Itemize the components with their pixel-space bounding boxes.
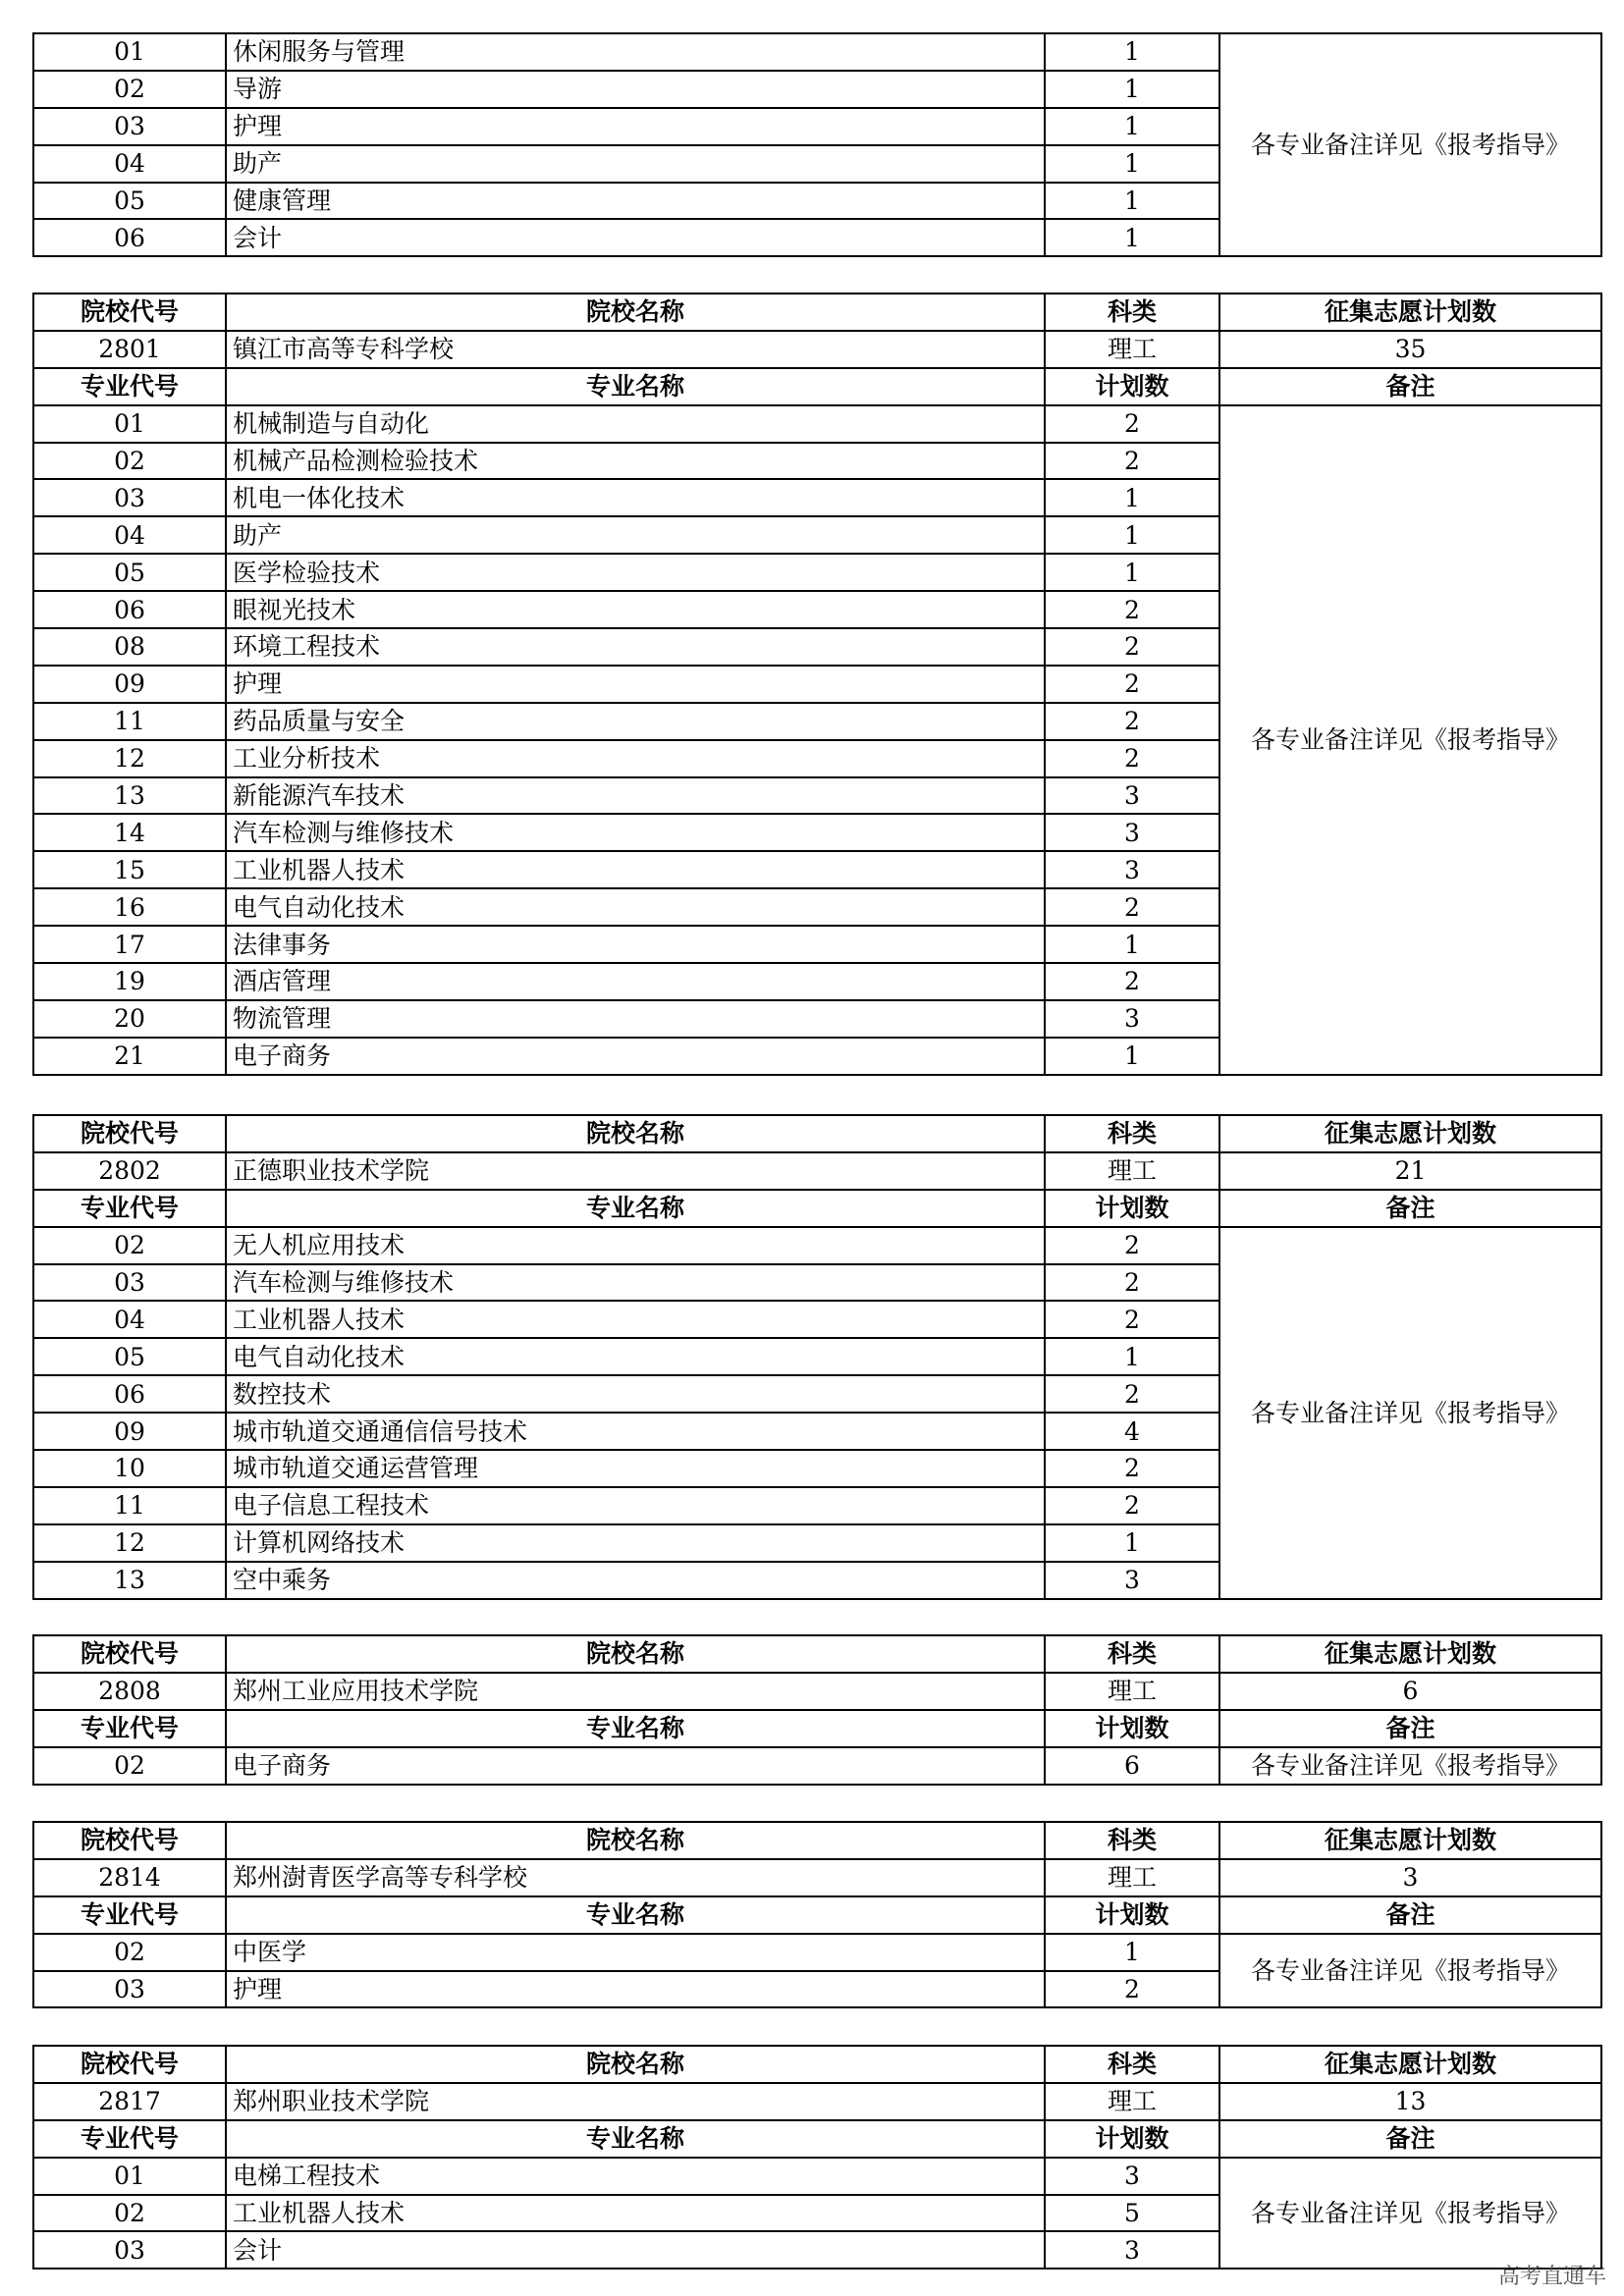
plan-count: 2 [1045,443,1219,480]
continuation-table [32,32,1602,257]
header-plan-total: 征集志愿计划数 [1219,1115,1601,1152]
major-name: 会计 [226,219,1045,256]
plan-count: 2 [1045,666,1219,703]
major-name: 医学检验技术 [226,554,1045,591]
header-major-name: 专业名称 [226,368,1045,405]
header-school-name: 院校名称 [226,1822,1045,1859]
header-school-name: 院校名称 [226,1635,1045,1673]
plan-count: 3 [1045,1562,1219,1599]
school-plan-total: 6 [1219,1673,1601,1710]
plan-count: 1 [1045,479,1219,516]
header-major-name: 专业名称 [226,1896,1045,1934]
major-row [33,1934,1601,1971]
school-code: 2814 [33,1859,226,1896]
header-major-name: 专业名称 [226,2120,1045,2158]
plan-count: 6 [1045,1747,1219,1785]
major-code: 01 [33,2158,226,2195]
plan-count: 1 [1045,145,1219,183]
header-major-name: 专业名称 [226,1710,1045,1747]
major-name: 护理 [226,1971,1045,2008]
major-name: 电气自动化技术 [226,1338,1045,1375]
header-school-code: 院校代号 [33,1115,226,1152]
school-header-row [33,2046,1601,2083]
major-name: 导游 [226,71,1045,108]
plan-count: 2 [1045,1375,1219,1413]
plan-count: 1 [1045,1524,1219,1562]
school-name: 郑州澍青医学高等专科学校 [226,1859,1045,1896]
major-code: 03 [33,108,226,145]
major-row [33,1747,1601,1785]
major-code: 01 [33,33,226,71]
header-plan-total: 征集志愿计划数 [1219,1822,1601,1859]
plan-count: 3 [1045,2158,1219,2195]
header-plan-count: 计划数 [1045,368,1219,405]
plan-count: 2 [1045,1301,1219,1338]
school-code: 2801 [33,331,226,368]
school-table-2817 [32,2045,1602,2269]
plan-count: 1 [1045,183,1219,220]
header-note: 备注 [1219,1710,1601,1747]
major-name: 机械制造与自动化 [226,405,1045,443]
major-code: 11 [33,703,226,740]
major-name: 电子商务 [226,1038,1045,1075]
plan-count: 2 [1045,591,1219,628]
school-code: 2802 [33,1152,226,1190]
major-row [33,2158,1601,2195]
header-major-code: 专业代号 [33,368,226,405]
plan-count: 1 [1045,71,1219,108]
major-header-row [33,1710,1601,1747]
header-school-code: 院校代号 [33,294,226,331]
major-code: 19 [33,963,226,1000]
header-plan-total: 征集志愿计划数 [1219,1635,1601,1673]
major-name: 工业机器人技术 [226,2195,1045,2232]
major-code: 17 [33,926,226,963]
major-name: 计算机网络技术 [226,1524,1045,1562]
major-row [33,33,1601,71]
school-category: 理工 [1045,331,1219,368]
major-code: 06 [33,219,226,256]
major-code: 02 [33,1747,226,1785]
major-name: 电子信息工程技术 [226,1487,1045,1524]
plan-count: 2 [1045,963,1219,1000]
school-table-2814 [32,1821,1602,2008]
header-category: 科类 [1045,294,1219,331]
major-name: 新能源汽车技术 [226,777,1045,815]
major-name: 汽车检测与维修技术 [226,814,1045,851]
major-code: 03 [33,1264,226,1302]
major-name: 工业分析技术 [226,740,1045,777]
major-name: 会计 [226,2231,1045,2269]
header-school-code: 院校代号 [33,1635,226,1673]
header-school-code: 院校代号 [33,1822,226,1859]
major-name: 法律事务 [226,926,1045,963]
major-name: 助产 [226,516,1045,554]
school-table-2808 [32,1634,1602,1786]
major-code: 01 [33,405,226,443]
major-code: 03 [33,1971,226,2008]
major-name: 酒店管理 [226,963,1045,1000]
school-category: 理工 [1045,1859,1219,1896]
major-code: 04 [33,516,226,554]
header-note: 备注 [1219,1190,1601,1227]
school-table-2802 [32,1114,1602,1600]
plan-count: 2 [1045,1227,1219,1264]
major-code: 05 [33,1338,226,1375]
school-category: 理工 [1045,1152,1219,1190]
major-name: 工业机器人技术 [226,851,1045,888]
header-school-name: 院校名称 [226,294,1045,331]
major-code: 02 [33,1227,226,1264]
major-code: 02 [33,1934,226,1971]
school-plan-total: 13 [1219,2083,1601,2120]
school-name: 正德职业技术学院 [226,1152,1045,1190]
school-category: 理工 [1045,2083,1219,2120]
note-cell: 各专业备注详见《报考指导》 [1219,1227,1601,1599]
major-code: 03 [33,479,226,516]
school-category: 理工 [1045,1673,1219,1710]
plan-count: 1 [1045,554,1219,591]
header-major-code: 专业代号 [33,1190,226,1227]
major-name: 机械产品检测检验技术 [226,443,1045,480]
school-name: 郑州职业技术学院 [226,2083,1045,2120]
major-code: 16 [33,888,226,926]
major-name: 眼视光技术 [226,591,1045,628]
plan-count: 1 [1045,33,1219,71]
major-name: 健康管理 [226,183,1045,220]
header-plan-count: 计划数 [1045,1896,1219,1934]
plan-count: 1 [1045,1038,1219,1075]
plan-count: 3 [1045,814,1219,851]
major-code: 14 [33,814,226,851]
school-name: 镇江市高等专科学校 [226,331,1045,368]
major-code: 05 [33,554,226,591]
major-code: 15 [33,851,226,888]
school-info-row [33,331,1601,368]
major-name: 护理 [226,666,1045,703]
major-code: 04 [33,145,226,183]
major-code: 02 [33,71,226,108]
plan-count: 1 [1045,516,1219,554]
plan-count: 2 [1045,888,1219,926]
major-name: 助产 [226,145,1045,183]
school-table-2801 [32,293,1602,1076]
plan-count: 3 [1045,2231,1219,2269]
major-header-row [33,2120,1601,2158]
major-name: 电子商务 [226,1747,1045,1785]
plan-count: 2 [1045,703,1219,740]
header-major-name: 专业名称 [226,1190,1045,1227]
plan-count: 2 [1045,405,1219,443]
header-plan-count: 计划数 [1045,2120,1219,2158]
major-name: 城市轨道交通通信信号技术 [226,1413,1045,1450]
note-cell: 各专业备注详见《报考指导》 [1219,405,1601,1075]
header-category: 科类 [1045,1635,1219,1673]
header-major-code: 专业代号 [33,2120,226,2158]
plan-count: 1 [1045,1934,1219,1971]
plan-count: 1 [1045,926,1219,963]
header-school-name: 院校名称 [226,1115,1045,1152]
plan-count: 4 [1045,1413,1219,1450]
school-name: 郑州工业应用技术学院 [226,1673,1045,1710]
major-name: 护理 [226,108,1045,145]
header-plan-count: 计划数 [1045,1710,1219,1747]
major-name: 数控技术 [226,1375,1045,1413]
major-name: 机电一体化技术 [226,479,1045,516]
school-plan-total: 3 [1219,1859,1601,1896]
plan-count: 2 [1045,1487,1219,1524]
note-cell: 各专业备注详见《报考指导》 [1219,1747,1601,1785]
header-note: 备注 [1219,368,1601,405]
major-name: 休闲服务与管理 [226,33,1045,71]
school-info-row [33,1673,1601,1710]
school-header-row [33,1635,1601,1673]
plan-count: 1 [1045,219,1219,256]
major-name: 物流管理 [226,1000,1045,1038]
major-code: 09 [33,666,226,703]
major-name: 药品质量与安全 [226,703,1045,740]
header-major-code: 专业代号 [33,1710,226,1747]
major-code: 21 [33,1038,226,1075]
major-code: 08 [33,628,226,666]
major-code: 13 [33,777,226,815]
plan-count: 3 [1045,777,1219,815]
header-category: 科类 [1045,1115,1219,1152]
major-code: 03 [33,2231,226,2269]
plan-count: 2 [1045,1450,1219,1487]
school-header-row [33,1822,1601,1859]
major-code: 11 [33,1487,226,1524]
header-category: 科类 [1045,2046,1219,2083]
major-header-row [33,368,1601,405]
watermark-text: 高考直通车 [1497,2265,1606,2289]
school-plan-total: 35 [1219,331,1601,368]
plan-count: 2 [1045,1971,1219,2008]
note-cell: 各专业备注详见《报考指导》 [1219,2158,1601,2269]
major-code: 02 [33,443,226,480]
major-name: 电气自动化技术 [226,888,1045,926]
note-cell: 各专业备注详见《报考指导》 [1219,33,1601,256]
major-code: 12 [33,740,226,777]
plan-count: 1 [1045,108,1219,145]
school-code: 2817 [33,2083,226,2120]
school-header-row [33,294,1601,331]
major-name: 汽车检测与维修技术 [226,1264,1045,1302]
major-name: 中医学 [226,1934,1045,1971]
major-code: 04 [33,1301,226,1338]
plan-count: 3 [1045,851,1219,888]
header-school-name: 院校名称 [226,2046,1045,2083]
major-name: 电梯工程技术 [226,2158,1045,2195]
plan-count: 1 [1045,1338,1219,1375]
major-name: 环境工程技术 [226,628,1045,666]
major-code: 12 [33,1524,226,1562]
major-name: 空中乘务 [226,1562,1045,1599]
major-code: 13 [33,1562,226,1599]
header-note: 备注 [1219,2120,1601,2158]
major-header-row [33,1190,1601,1227]
major-code: 02 [33,2195,226,2232]
header-plan-total: 征集志愿计划数 [1219,294,1601,331]
major-row [33,405,1601,443]
school-info-row [33,2083,1601,2120]
school-info-row [33,1152,1601,1190]
major-code: 09 [33,1413,226,1450]
major-code: 05 [33,183,226,220]
major-name: 无人机应用技术 [226,1227,1045,1264]
school-plan-total: 21 [1219,1152,1601,1190]
plan-count: 5 [1045,2195,1219,2232]
major-name: 城市轨道交通运营管理 [226,1450,1045,1487]
header-school-code: 院校代号 [33,2046,226,2083]
major-header-row [33,1896,1601,1934]
header-plan-total: 征集志愿计划数 [1219,2046,1601,2083]
major-code: 06 [33,1375,226,1413]
header-note: 备注 [1219,1896,1601,1934]
plan-count: 2 [1045,740,1219,777]
note-cell: 各专业备注详见《报考指导》 [1219,1934,1601,2008]
header-major-code: 专业代号 [33,1896,226,1934]
major-code: 06 [33,591,226,628]
header-plan-count: 计划数 [1045,1190,1219,1227]
school-header-row [33,1115,1601,1152]
plan-count: 2 [1045,1264,1219,1302]
plan-count: 2 [1045,628,1219,666]
major-name: 工业机器人技术 [226,1301,1045,1338]
school-info-row [33,1859,1601,1896]
plan-count: 3 [1045,1000,1219,1038]
header-category: 科类 [1045,1822,1219,1859]
school-code: 2808 [33,1673,226,1710]
major-row [33,1227,1601,1264]
major-code: 20 [33,1000,226,1038]
major-code: 10 [33,1450,226,1487]
